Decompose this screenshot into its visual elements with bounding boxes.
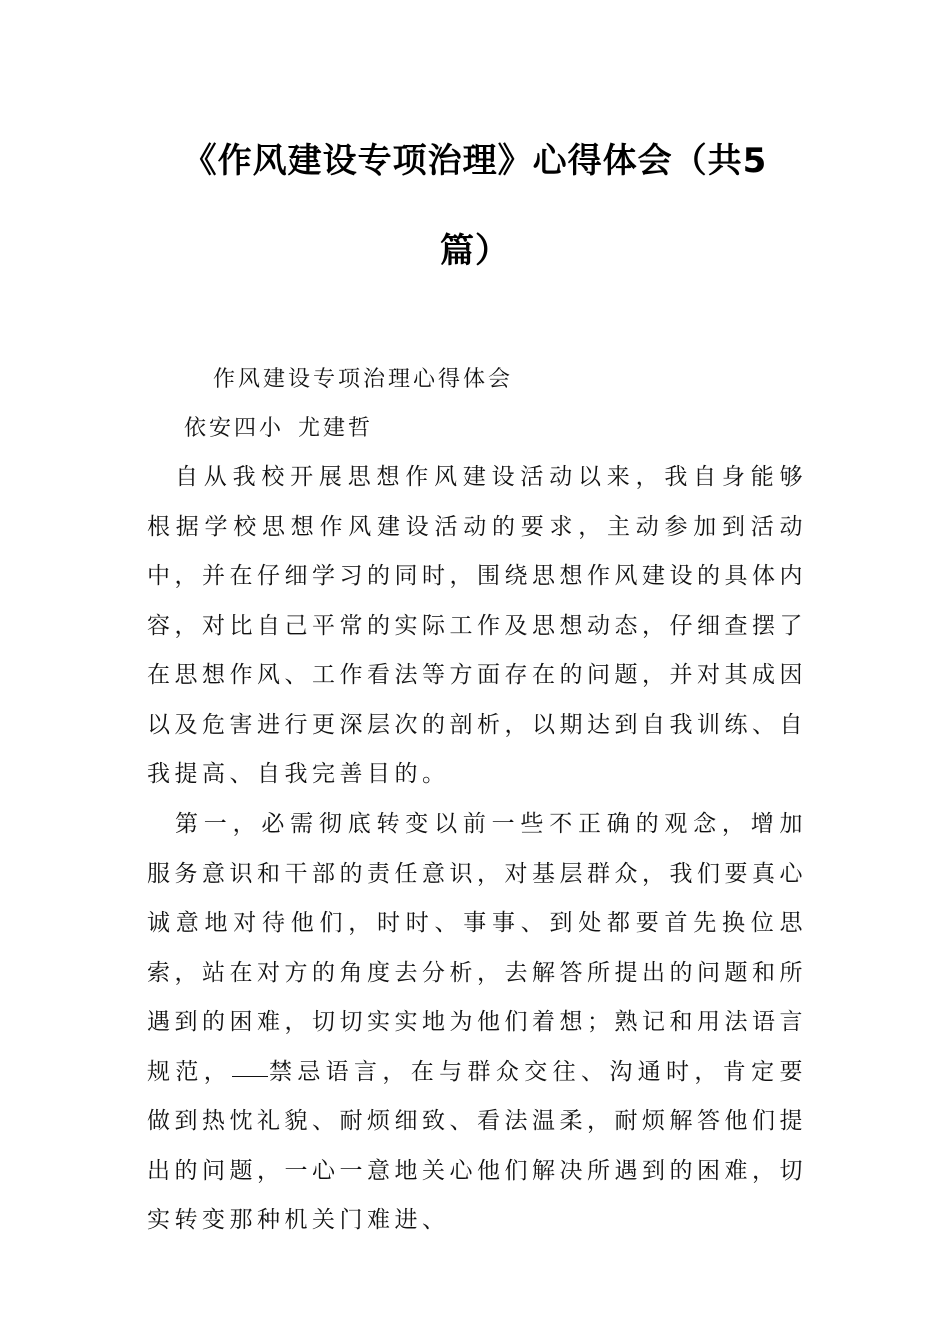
document-title-line-2: 篇） bbox=[440, 231, 510, 271]
body-paragraph-2 bbox=[147, 800, 807, 1246]
author-name: 尤建哲 bbox=[298, 416, 374, 441]
document-title-line-1: 《作风建设专项治理》心得体会（共5 bbox=[182, 141, 768, 181]
article-subtitle: 作风建设专项治理心得体会 bbox=[213, 367, 514, 392]
body-paragraph-1: 自从我校开展思想作风建设活动以来，我自身能够根据学校思想作风建设活动的要求，主动参加到活动中，并在仔细学习的同时，围绕思想作风建设的具体内容，对比自己平常的实际工作及思想动态，仔细查摆了在思想作风、工作看法等方面存在的问题，并对其成因以及危害进行更深层次的剖析，以期达到自我训练、自我提高、自我完善目的。 bbox=[147, 464, 807, 787]
author-school: 依安四小 bbox=[184, 416, 285, 441]
paragraph-2-text-before-blank: 第一，必需彻底转变以前一些不正确的观念，增加服务意识和干部的责任意识，对基层群众，我们要真心诚意地对待他们，时时、事事、到处都要首先换位思索，站在对方的角度去分析，去解答所提出的问题和所遇到的困难，切切实实地为他们着想；熟记和用法语言规范， bbox=[147, 811, 807, 1085]
paragraph-2-text-after-blank: 禁忌语言，在与群众交往、沟通时，肯定要做到热忱礼貌、耐烦细致、看法温柔，耐烦解答他们提出的问题，一心一意地关心他们解决所遇到的困难，切实转变那种机关门难进、 bbox=[147, 1058, 808, 1233]
author-line bbox=[184, 411, 373, 442]
fill-in-blank bbox=[232, 1075, 268, 1077]
